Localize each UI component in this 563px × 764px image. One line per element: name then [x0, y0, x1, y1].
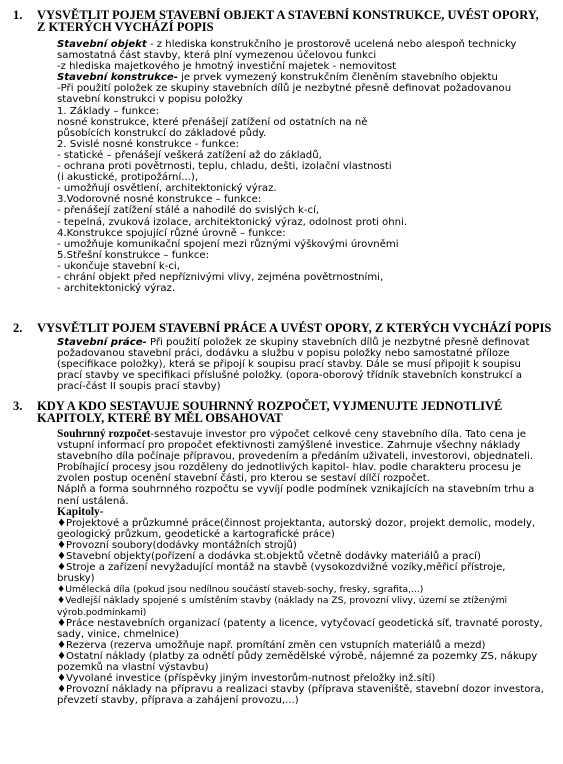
heading-line: VYSVĚTLIT POJEM STAVEBNÍ OBJEKT A STAVEBNÍ KONSTRUKCE, UVÉST OPORY, — [37, 8, 539, 22]
line-text: ♦Provozní náklady na přípravu a realizaci stavby (příprava staveniště, stavební dozor investora, — [57, 684, 544, 696]
section-heading — [37, 9, 559, 33]
text-line — [57, 250, 559, 261]
line-text: vstupní informací pro propočet efektivnosti zamýšlené investice. Zahrnuje všechny náklady — [57, 440, 521, 452]
text-line — [57, 662, 559, 673]
heading-line: KDY A KDO SESTAVUJE SOUHRNNÝ ROZPOČET, VYJMENUJTE JEDNOTLIVÉ — [37, 399, 503, 413]
text-line — [57, 61, 559, 72]
line-text: požadovanou stavební práci, dodávku a službu v popisu položky nebo samostatné příloze — [57, 348, 510, 360]
line-text: samostatná část stavby, která plní vymezenou účelovou funkci — [57, 50, 377, 62]
text-line — [57, 462, 559, 473]
line-text: ♦Ostatní náklady (platby za odnětí půdy zemědělské výrobě, nájemné za pozemky ZS, nákupy — [57, 650, 538, 662]
text-line — [57, 507, 559, 518]
line-text: - chrání objekt před nepříznivými vlivy, zejména povětrnostními, — [57, 271, 384, 283]
text-line — [57, 283, 559, 294]
text-line — [57, 440, 559, 451]
text-line — [57, 584, 559, 595]
line-text: - architektonický výraz. — [57, 283, 176, 295]
heading-line: KAPITOLY, KTERÉ BY MĚL OBSAHOVAT — [37, 411, 283, 425]
text-line — [57, 217, 559, 228]
text-line — [57, 618, 559, 629]
text-line — [57, 551, 559, 562]
line-text: ♦Práce nestavebních organizací (patenty a licence, vytyčovací geodetická síť, travnaté porosty, — [57, 617, 543, 629]
line-text: - ukončuje stavební k-ci, — [57, 260, 180, 272]
line-text: -sestavuje investor pro výpočet celkové ceny stavebního díla. Tato cena je — [150, 429, 526, 440]
text-line — [57, 651, 559, 662]
section-body — [57, 429, 559, 706]
section-number: 1. — [13, 8, 23, 22]
line-text: nosné konstrukce, které přenášejí zatížení od ostatních na ně — [57, 116, 368, 128]
line-text: ♦Vedlejší náklady spojené s umístěním stavby (náklady na ZS, provozní vlivy, území se ztíženými — [57, 595, 508, 607]
line-text: Při použití položek ze skupiny stavebních dílů je nezbytné přesně definovat — [146, 337, 530, 348]
text-line — [57, 272, 559, 283]
line-text: Náplň a forma souhrnného rozpočtu se vyvíjí podle podmínek vznikajících na stavebním trhu a — [57, 484, 535, 496]
line-text: 1. Základy – funkce: — [57, 105, 159, 117]
text-line — [57, 150, 559, 161]
line-text: prací stavby ve specifikaci příslušné položky. (opora-oborový třídník stavebních konstrukcí a — [57, 370, 523, 382]
heading-line: Z KTERÝCH VYCHÁZÍ POPIS — [37, 20, 214, 34]
line-text: -Při použití položek ze skupiny stavebních dílů je nezbytné přesně definovat požadovanou — [57, 83, 512, 95]
line-text: zvolen postup ocenění stavební části, pro kterou se sestaví dílčí rozpočet. — [57, 473, 430, 485]
section-number: 2. — [13, 321, 23, 335]
line-text: ♦Vyvolané investice (příspěvky jiným investorům-nutnost přeložky inž.sítí) — [57, 673, 436, 685]
term-label: Stavební práce- — [57, 337, 147, 348]
text-line — [57, 629, 559, 640]
line-text: pozemků na vlastní výstavbu) — [57, 661, 209, 673]
heading-line: VYSVĚTLIT POJEM STAVEBNÍ PRÁCE A UVÉST OPORY, Z KTERÝCH VYCHÁZÍ POPIS — [37, 321, 552, 335]
text-line — [57, 607, 559, 618]
text-line — [57, 595, 559, 606]
line-text: 2. Svislé nosné konstrukce - funkce: — [57, 138, 239, 150]
line-text: ♦Rezerva (rezerva umožňuje např. promítání změn cen vstupních materiálů a mezd) — [57, 639, 486, 651]
text-line — [57, 239, 559, 250]
text-line — [57, 573, 559, 584]
line-text: Probíhající procesy jsou rozděleny do jednotlivých kapitol- hlav. podle charakteru procesu je — [57, 462, 522, 474]
line-text: 3.Vodorovné nosné konstrukce – funkce: — [57, 194, 262, 206]
text-line — [57, 684, 559, 695]
line-text: výrob.podmínkami) — [57, 606, 147, 618]
line-text: ♦Stroje a zařízení nevyžadující montáž na stavbě (vysokozdvižné vozíky,měřicí přístroje, — [57, 562, 506, 574]
line-text: - z hlediska konstrukčního je prostorově ucelená nebo alespoň technicky — [146, 39, 517, 50]
line-text: -z hlediska majetkového je hmotný investiční majetek - nemovitost — [57, 61, 397, 73]
text-line — [57, 496, 559, 507]
line-text: - tepelná, zvuková izolace, architektonický výraz, odolnost proti ohni. — [57, 216, 408, 228]
text-line — [57, 83, 559, 94]
line-text: - statické – přenášejí veškerá zatížení až do základů, — [57, 149, 322, 161]
line-text: - ochrana proti povětrnosti, teplu, chladu, dešti, izolační vlastnosti — [57, 161, 392, 173]
text-line — [57, 473, 559, 484]
term-label: Stavební objekt — [57, 39, 147, 50]
line-text: - umožňuje komunikační spojení mezi různými výškovými úrovněmi — [57, 238, 399, 250]
line-text: převzetí stavby, příprava a zahájení provozu,...) — [57, 695, 299, 707]
line-text: ♦Projektové a průzkumné práce(činnost projektanta, autorský dozor, projekt demolic, modely, — [57, 517, 536, 529]
text-line — [57, 695, 559, 706]
term-label: Kapitoly- — [57, 505, 104, 518]
text-line — [57, 205, 559, 216]
text-line — [57, 228, 559, 239]
text-line — [57, 50, 559, 61]
text-line — [57, 194, 559, 205]
text-line — [57, 183, 559, 194]
text-line — [57, 562, 559, 573]
text-line — [57, 429, 559, 440]
line-text: ♦Umělecká díla (pokud jsou nedílnou součástí staveb-sochy, fresky, sgrafita,...) — [57, 584, 424, 596]
text-line — [57, 673, 559, 684]
line-text: není ustálená. — [57, 495, 129, 507]
section-body — [57, 39, 559, 294]
text-line — [57, 261, 559, 272]
line-text: (specifikace položky), která se připojí k soupisu prací stavby. Dále se musí připojit k soupisu — [57, 359, 521, 371]
line-text: - umožňují osvětlení, architektonický výraz. — [57, 183, 277, 195]
line-text: geologický průzkum, geodetické a kartografické práce) — [57, 528, 335, 540]
line-text: ♦Stavební objekty(pořízení a dodávka st.objektů včetně dodávky materiálů a prací) — [57, 551, 481, 563]
text-line — [57, 359, 559, 370]
text-line — [57, 640, 559, 651]
text-line — [57, 381, 559, 392]
text-line — [57, 39, 559, 50]
line-text: - přenášejí zatížení stálé a nahodilé do svislých k-cí, — [57, 205, 320, 217]
line-text: brusky) — [57, 573, 95, 585]
line-text: působících konstrukcí do základové půdy. — [57, 127, 267, 139]
line-text: ♦Provozní soubory(dodávky montážních strojů) — [57, 539, 297, 551]
text-line — [57, 529, 559, 540]
section-heading — [37, 322, 559, 334]
line-text: stavební konstrukci v popisu položky — [57, 94, 243, 106]
text-line — [57, 540, 559, 551]
text-line — [57, 161, 559, 172]
section-body — [57, 337, 559, 392]
text-line — [57, 370, 559, 381]
text-line — [57, 128, 559, 139]
line-text: je prvek vymezený konstrukčním členěním stavebního objektu — [177, 72, 498, 84]
text-line — [57, 172, 559, 183]
text-line — [57, 451, 559, 462]
line-text: prací-část II soupis prací stavby) — [57, 381, 221, 393]
text-line — [57, 518, 559, 529]
line-text: 4.Konstrukce spojující různé úrovně – funkce: — [57, 227, 286, 239]
line-text: sady, vinice, chmelnice) — [57, 628, 180, 640]
line-text: (i akustické, protipožární...), — [57, 172, 199, 184]
text-line — [57, 94, 559, 105]
text-line — [57, 72, 559, 83]
section-number: 3. — [13, 399, 23, 413]
line-text: 5.Střešní konstrukce – funkce: — [57, 249, 210, 261]
text-line — [57, 139, 559, 150]
term-label: Souhrnný rozpočet — [57, 428, 151, 440]
section-heading — [37, 400, 559, 424]
text-line — [57, 117, 559, 128]
text-line — [57, 106, 559, 117]
text-line — [57, 337, 559, 348]
line-text: stavebního díla počínaje přípravou, provedením a předáním uživateli, investorovi, objednateli. — [57, 451, 534, 463]
text-line — [57, 484, 559, 495]
term-label: Stavební konstrukce- — [57, 72, 178, 84]
text-line — [57, 348, 559, 359]
